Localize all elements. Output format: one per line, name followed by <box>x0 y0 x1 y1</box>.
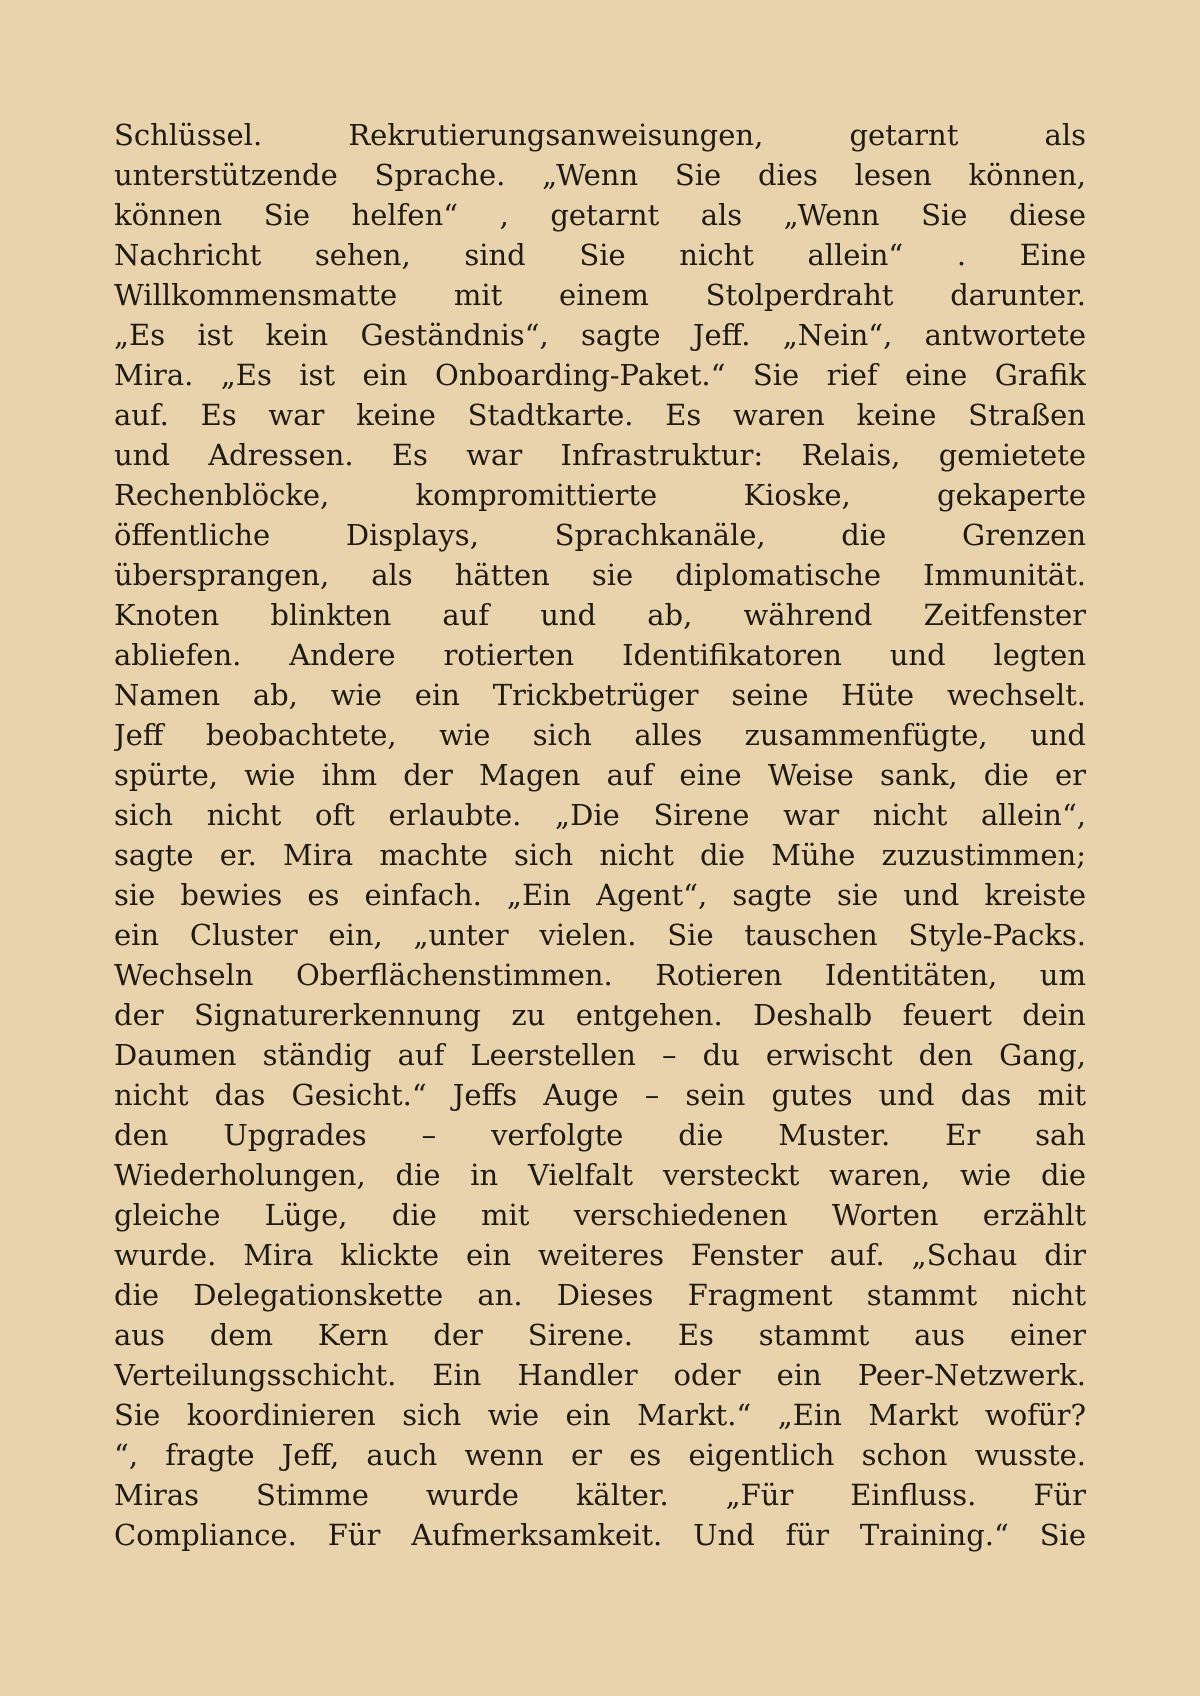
text-line: öffentliche Displays, Sprachkanäle, die Grenzen <box>114 518 1086 552</box>
text-line: Willkommensmatte mit einem Stolperdraht darunter. <box>114 278 1086 312</box>
text-line: spürte, wie ihm der Magen auf eine Weise sank, die er <box>114 758 1086 792</box>
text-line: und Adressen. Es war Infrastruktur: Relais, gemietete <box>114 438 1086 472</box>
text-line: auf. Es war keine Stadtkarte. Es waren keine Straßen <box>114 398 1086 432</box>
text-line: sich nicht oft erlaubte. „Die Sirene war nicht allein“, <box>114 798 1086 832</box>
text-line: Miras Stimme wurde kälter. „Für Einfluss. Für <box>114 1478 1086 1512</box>
text-line: die Delegationskette an. Dieses Fragment stammt nicht <box>114 1278 1086 1312</box>
text-line: Wiederholungen, die in Vielfalt versteckt waren, wie die <box>114 1158 1086 1192</box>
text-line: abliefen. Andere rotierten Identifikatoren und legten <box>114 638 1086 672</box>
text-line: aus dem Kern der Sirene. Es stammt aus einer <box>114 1318 1086 1352</box>
text-line: Schlüssel. Rekrutierungsanweisungen, getarnt als <box>114 118 1086 152</box>
text-line: unterstützende Sprache. „Wenn Sie dies lesen können, <box>114 158 1086 192</box>
text-line: ein Cluster ein, „unter vielen. Sie tauschen Style-Packs. <box>114 918 1086 952</box>
text-line: gleiche Lüge, die mit verschiedenen Worten erzählt <box>114 1198 1086 1232</box>
text-line: übersprangen, als hätten sie diplomatische Immunität. <box>114 558 1086 592</box>
text-line: der Signaturerkennung zu entgehen. Deshalb feuert dein <box>114 998 1086 1032</box>
text-line: Wechseln Oberflächenstimmen. Rotieren Identitäten, um <box>114 958 1086 992</box>
text-line: Mira. „Es ist ein Onboarding-Paket.“ Sie rief eine Grafik <box>114 358 1086 392</box>
text-line: Compliance. Für Aufmerksamkeit. Und für Training.“ Sie <box>114 1518 1086 1552</box>
text-line: können Sie helfen“ , getarnt als „Wenn Sie diese <box>114 198 1086 232</box>
text-line: Jeff beobachtete, wie sich alles zusammenfügte, und <box>114 718 1086 752</box>
text-line: “, fragte Jeff, auch wenn er es eigentlich schon wusste. <box>114 1438 1086 1472</box>
text-line: Namen ab, wie ein Trickbetrüger seine Hüte wechselt. <box>114 678 1086 712</box>
text-line: Daumen ständig auf Leerstellen – du erwischt den Gang, <box>114 1038 1086 1072</box>
text-line: Verteilungsschicht. Ein Handler oder ein Peer-Netzwerk. <box>114 1358 1086 1392</box>
text-line: Rechenblöcke, kompromittierte Kioske, gekaperte <box>114 478 1086 512</box>
text-line: sagte er. Mira machte sich nicht die Mühe zuzustimmen; <box>114 838 1086 872</box>
text-line: sie bewies es einfach. „Ein Agent“, sagte sie und kreiste <box>114 878 1086 912</box>
body-text <box>114 115 1086 1555</box>
text-line: Sie koordinieren sich wie ein Markt.“ „Ein Markt wofür? <box>114 1398 1086 1432</box>
text-line: „Es ist kein Geständnis“, sagte Jeff. „Nein“, antwortete <box>114 318 1086 352</box>
text-line: wurde. Mira klickte ein weiteres Fenster auf. „Schau dir <box>114 1238 1086 1272</box>
text-line: nicht das Gesicht.“ Jeffs Auge – sein gutes und das mit <box>114 1078 1086 1112</box>
text-line: Knoten blinkten auf und ab, während Zeitfenster <box>114 598 1086 632</box>
text-line: Nachricht sehen, sind Sie nicht allein“ . Eine <box>114 238 1086 272</box>
text-line: den Upgrades – verfolgte die Muster. Er sah <box>114 1118 1086 1152</box>
